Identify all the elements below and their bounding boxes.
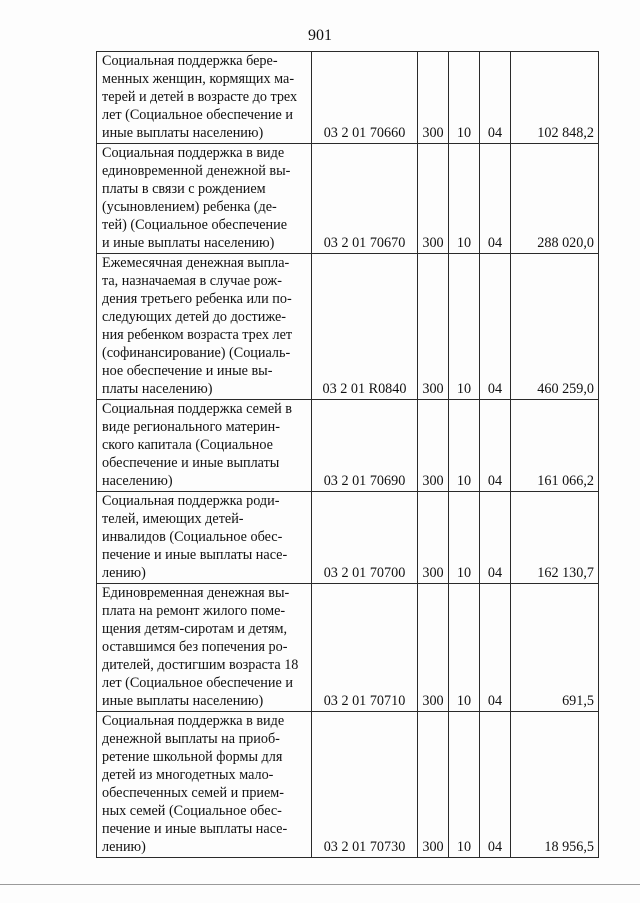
subsection-cell: 04 [480, 712, 511, 858]
section-cell: 10 [449, 52, 480, 144]
section-cell: 10 [449, 254, 480, 400]
expense-name-line: и иные выплаты населению) [102, 235, 275, 251]
expense-type-cell: 300 [418, 52, 449, 144]
expense-name-line: печение и иные выплаты насе- [102, 821, 288, 837]
expense-name-line: плата на ремонт жилого поме- [102, 603, 286, 619]
subsection-cell: 04 [480, 584, 511, 712]
expense-name-line: Ежемесячная денежная выпла- [102, 255, 290, 271]
expense-name-line: лет (Социальное обеспечение и [102, 107, 293, 123]
expense-name-line: платы населению) [102, 381, 213, 397]
expense-name-line: дителей, достигшим возраста 18 [102, 657, 299, 673]
expense-name-line: Единовременная денежная вы- [102, 585, 290, 601]
expense-name-line: населению) [102, 473, 173, 489]
amount-cell: 161 066,2 [511, 400, 599, 492]
expense-name-line: оставшимся без попечения ро- [102, 639, 288, 655]
table-row [97, 712, 599, 858]
budget-table [96, 51, 599, 858]
subsection-cell: 04 [480, 52, 511, 144]
expense-name-line: та, назначаемая в случае рож- [102, 273, 282, 289]
subsection-cell: 04 [480, 254, 511, 400]
amount-cell: 102 848,2 [511, 52, 599, 144]
expense-name-line: единовременной денежной вы- [102, 163, 291, 179]
expense-name-line: лет (Социальное обеспечение и [102, 675, 293, 691]
table-row [97, 492, 599, 584]
section-cell: 10 [449, 584, 480, 712]
expense-name-line: терей и детей в возрасте до трех [102, 89, 298, 105]
expense-name-line: ретение школьной формы для [102, 749, 283, 765]
target-article-cell: 03 2 01 70660 [312, 52, 418, 144]
amount-cell: 288 020,0 [511, 144, 599, 254]
expense-name-line: инвалидов (Социальное обес- [102, 529, 283, 545]
expense-name-cell [97, 144, 312, 254]
target-article-cell: 03 2 01 70690 [312, 400, 418, 492]
expense-name-cell [97, 712, 312, 858]
expense-name-line: ных семей (Социальное обес- [102, 803, 282, 819]
subsection-cell: 04 [480, 400, 511, 492]
expense-name-line: дения третьего ребенка или по- [102, 291, 292, 307]
section-cell: 10 [449, 144, 480, 254]
expense-name-line: иные выплаты населению) [102, 693, 264, 709]
expense-name-line: Социальная поддержка роди- [102, 493, 280, 509]
expense-name-line: Социальная поддержка семей в [102, 401, 292, 417]
target-article-cell: 03 2 01 R0840 [312, 254, 418, 400]
expense-name-line: Социальная поддержка в виде [102, 145, 285, 161]
expense-name-line: печение и иные выплаты насе- [102, 547, 288, 563]
budget-table-body [97, 52, 599, 858]
expense-name-line: денежной выплаты на приоб- [102, 731, 280, 747]
page-number: 901 [308, 27, 332, 44]
target-article-cell: 03 2 01 70670 [312, 144, 418, 254]
expense-type-cell: 300 [418, 584, 449, 712]
target-article-cell: 03 2 01 70730 [312, 712, 418, 858]
section-cell: 10 [449, 492, 480, 584]
expense-type-cell: 300 [418, 144, 449, 254]
amount-cell: 162 130,7 [511, 492, 599, 584]
table-row [97, 144, 599, 254]
expense-name-line: (софинансирование) (Социаль- [102, 345, 291, 361]
expense-name-line: лению) [102, 839, 146, 855]
expense-name-line: обеспечение и иные выплаты [102, 455, 280, 471]
section-cell: 10 [449, 400, 480, 492]
expense-name-line: менных женщин, кормящих ма- [102, 71, 295, 87]
expense-name-cell [97, 400, 312, 492]
expense-name-cell [97, 254, 312, 400]
table-row [97, 254, 599, 400]
expense-name-line: платы в связи с рождением [102, 181, 266, 197]
table-row [97, 52, 599, 144]
expense-name-line: виде регионального материн- [102, 419, 280, 435]
expense-type-cell: 300 [418, 400, 449, 492]
expense-type-cell: 300 [418, 254, 449, 400]
expense-name-line: телей, имеющих детей- [102, 511, 244, 527]
table-row [97, 584, 599, 712]
expense-name-line: лению) [102, 565, 146, 581]
amount-cell: 691,5 [511, 584, 599, 712]
expense-type-cell: 300 [418, 712, 449, 858]
expense-name-line: следующих детей до достиже- [102, 309, 286, 325]
expense-name-line: щения детям-сиротам и детям, [102, 621, 288, 637]
expense-name-line: ное обеспечение и иные вы- [102, 363, 273, 379]
expense-name-line: Социальная поддержка в виде [102, 713, 285, 729]
subsection-cell: 04 [480, 492, 511, 584]
expense-name-line: ского капитала (Социальное [102, 437, 273, 453]
amount-cell: 18 956,5 [511, 712, 599, 858]
expense-name-cell [97, 492, 312, 584]
table-row [97, 400, 599, 492]
expense-name-cell [97, 584, 312, 712]
expense-type-cell: 300 [418, 492, 449, 584]
expense-name-line: детей из многодетных мало- [102, 767, 274, 783]
expense-name-line: тей) (Социальное обеспечение [102, 217, 288, 233]
target-article-cell: 03 2 01 70710 [312, 584, 418, 712]
section-cell: 10 [449, 712, 480, 858]
expense-name-cell [97, 52, 312, 144]
subsection-cell: 04 [480, 144, 511, 254]
amount-cell: 460 259,0 [511, 254, 599, 400]
expense-name-line: обеспеченных семей и прием- [102, 785, 284, 801]
expense-name-line: иные выплаты населению) [102, 125, 264, 141]
expense-name-line: ния ребенком возраста трех лет [102, 327, 293, 343]
target-article-cell: 03 2 01 70700 [312, 492, 418, 584]
expense-name-line: Социальная поддержка бере- [102, 53, 278, 69]
expense-name-line: (усыновлением) ребенка (де- [102, 199, 277, 215]
scan-edge-line [0, 884, 640, 885]
